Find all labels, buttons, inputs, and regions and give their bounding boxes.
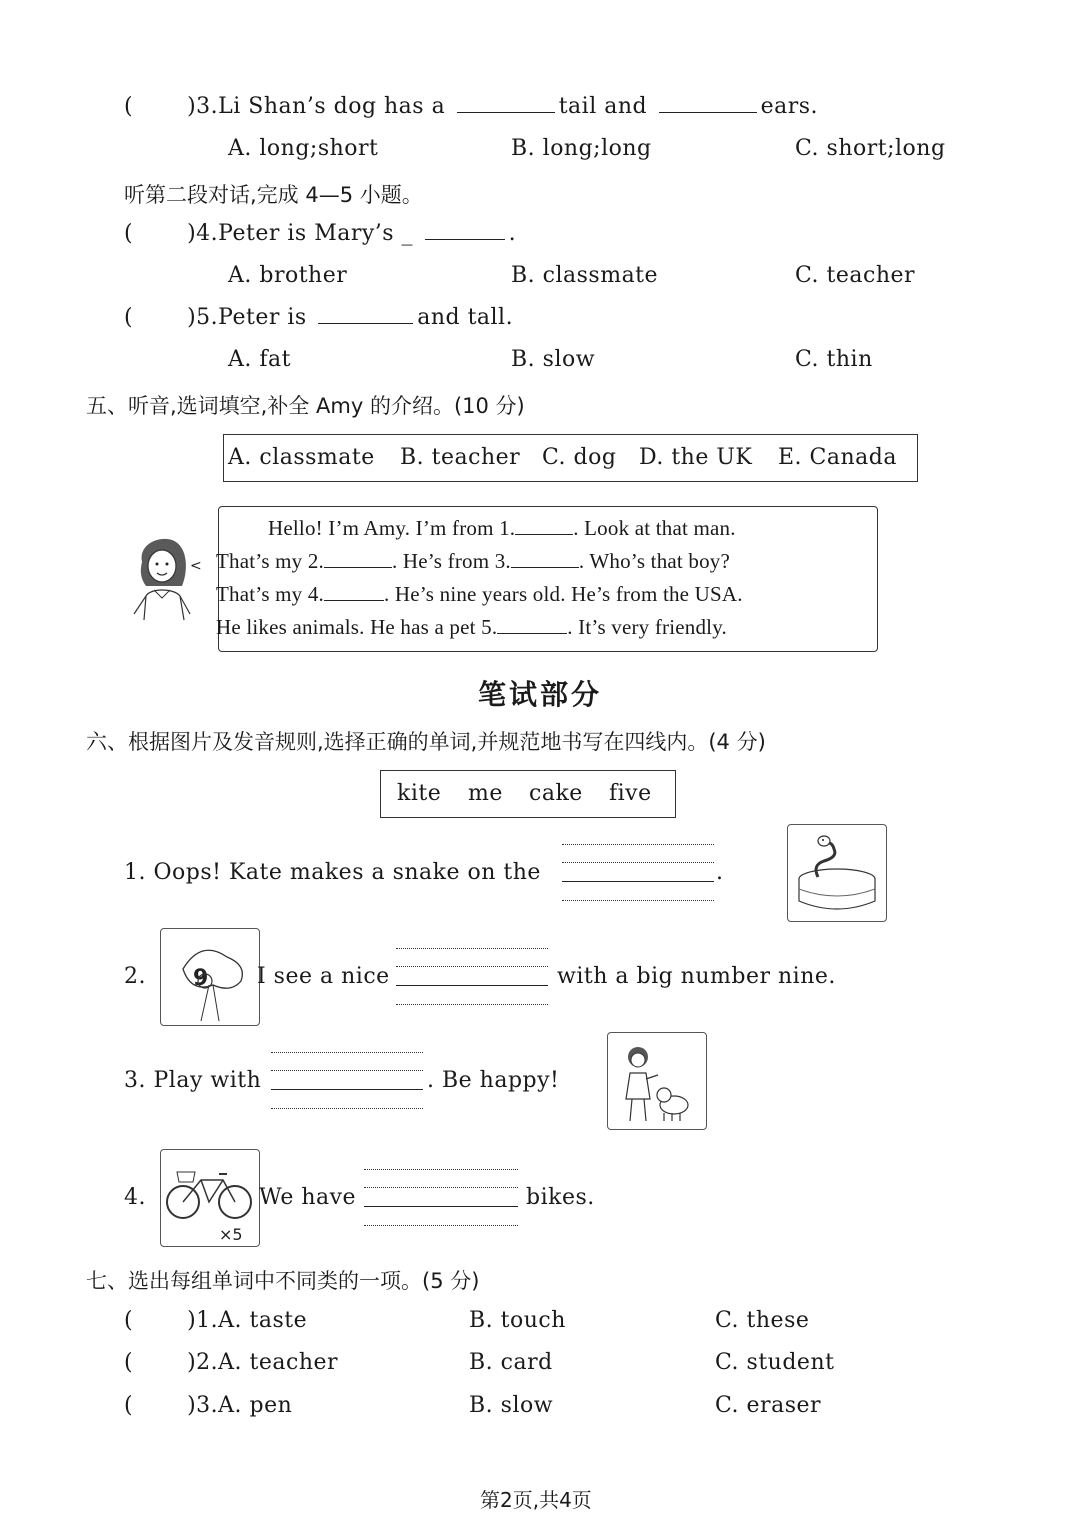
girl-with-dog-picture	[607, 1032, 707, 1130]
q5-line	[124, 305, 513, 330]
intro-text: . Look at that man.	[573, 516, 736, 540]
option-a[interactable]: A. fat	[228, 347, 291, 372]
question-number: )4.	[187, 221, 219, 246]
intro-text: . He’s nine years old. He’s from the USA.	[383, 582, 743, 606]
word-option: B. teacher	[400, 445, 521, 470]
intro-text: That’s my 4.	[216, 582, 324, 606]
q4-line	[124, 221, 516, 246]
option-a[interactable]: A. pen	[218, 1393, 293, 1418]
option-a[interactable]: A. brother	[228, 263, 348, 288]
q6-3-text: 3. Play with	[124, 1068, 262, 1093]
q6-4-text: We have	[259, 1185, 357, 1210]
intro-text: . It’s very friendly.	[567, 615, 727, 639]
question-text: ears.	[760, 94, 819, 119]
q3-line	[124, 94, 818, 119]
q6-3-end: . Be happy!	[427, 1068, 560, 1093]
kite-picture	[160, 928, 260, 1026]
intro-text: . He’s from 3.	[391, 549, 511, 573]
question-text: tail and	[558, 94, 648, 119]
quantity-label: ×5	[219, 1225, 243, 1244]
p7-row-2	[124, 1350, 338, 1375]
q6-2-text: I see a nice	[257, 964, 390, 989]
intro-text: Hello! I’m Amy. I’m from 1.	[268, 516, 516, 540]
question-number: )3.	[187, 1393, 219, 1418]
option-a[interactable]: A. long;short	[228, 136, 379, 161]
four-line-writing-area[interactable]	[364, 1169, 518, 1225]
intro-text: . Who’s that boy?	[578, 549, 731, 573]
written-section-title: 笔试部分	[478, 678, 603, 711]
option-a[interactable]: A. taste	[218, 1308, 308, 1333]
word-option: me	[468, 781, 503, 806]
word-option: D. the UK	[639, 445, 753, 470]
word-option: cake	[529, 781, 583, 806]
intro-line-2	[216, 549, 730, 574]
option-c[interactable]: C. these	[715, 1308, 810, 1333]
q6-2-end: with a big number nine.	[557, 964, 836, 989]
girl-amy-illustration	[124, 532, 204, 624]
question-number: )1.	[187, 1308, 219, 1333]
word-bank	[223, 434, 918, 482]
question-text: Peter is	[218, 305, 307, 330]
answer-blank-1[interactable]	[515, 533, 573, 535]
answer-paren[interactable]: (	[124, 221, 134, 246]
answer-paren[interactable]: (	[124, 305, 134, 330]
question-number: 2.	[124, 964, 146, 989]
option-b[interactable]: B. slow	[469, 1393, 554, 1418]
answer-blank-4[interactable]	[324, 599, 384, 601]
option-a[interactable]: A. teacher	[218, 1350, 339, 1375]
option-c[interactable]: C. short;long	[795, 136, 946, 161]
intro-line-4	[216, 615, 727, 640]
answer-blank[interactable]	[318, 322, 413, 324]
four-line-writing-area[interactable]	[562, 844, 714, 902]
word-option: E. Canada	[778, 445, 897, 470]
option-b[interactable]: B. classmate	[511, 263, 659, 288]
option-c[interactable]: C. student	[715, 1350, 835, 1375]
answer-paren[interactable]: (	[124, 1393, 134, 1418]
answer-blank-2[interactable]	[324, 566, 392, 568]
p7-row-3	[124, 1393, 292, 1418]
page-number: 第2页,共4页	[480, 1488, 592, 1512]
p7-row-1	[124, 1308, 307, 1333]
option-b[interactable]: B. card	[469, 1350, 553, 1375]
answer-blank[interactable]	[457, 111, 555, 113]
answer-blank[interactable]	[425, 238, 505, 240]
q6-4-end: bikes.	[526, 1185, 595, 1210]
answer-blank-5[interactable]	[497, 632, 567, 634]
question-number: 4.	[124, 1185, 146, 1210]
bicycle-picture	[160, 1149, 260, 1247]
answer-paren[interactable]: (	[124, 1350, 134, 1375]
answer-paren[interactable]: (	[124, 1308, 134, 1333]
option-c[interactable]: C. teacher	[795, 263, 916, 288]
section-heading: 七、选出每组单词中不同类的一项。(5 分)	[86, 1269, 480, 1293]
q6-1-text: 1. Oops! Kate makes a snake on the	[124, 860, 541, 885]
answer-blank[interactable]	[659, 111, 757, 113]
option-c[interactable]: C. thin	[795, 347, 873, 372]
question-text: Peter is Mary’s _	[218, 221, 414, 246]
word-option: A. classmate	[228, 445, 375, 470]
answer-paren[interactable]: (	[124, 94, 134, 119]
intro-text: That’s my 2.	[216, 549, 324, 573]
question-number: )3.	[187, 94, 219, 119]
answer-blank-3[interactable]	[511, 566, 579, 568]
question-text: .	[508, 221, 517, 246]
question-text: Li Shan’s dog has a	[218, 94, 446, 119]
word-option: five	[609, 781, 652, 806]
question-text: and tall.	[417, 305, 514, 330]
question-number: )5.	[187, 305, 219, 330]
instruction: 听第二段对话,完成 4—5 小题。	[124, 183, 423, 207]
option-b[interactable]: B. touch	[469, 1308, 566, 1333]
word-option: C. dog	[542, 445, 617, 470]
option-b[interactable]: B. slow	[511, 347, 596, 372]
intro-line-1	[268, 516, 736, 541]
word-option: kite	[397, 781, 442, 806]
section-heading: 六、根据图片及发音规则,选择正确的单词,并规范地书写在四线内。(4 分)	[86, 730, 766, 754]
four-line-writing-area[interactable]	[271, 1052, 423, 1108]
word-bank	[380, 770, 676, 818]
option-b[interactable]: B. long;long	[511, 136, 652, 161]
option-c[interactable]: C. eraser	[715, 1393, 822, 1418]
section-heading: 五、听音,选词填空,补全 Amy 的介绍。(10 分)	[86, 394, 525, 418]
four-line-writing-area[interactable]	[396, 948, 548, 1004]
intro-line-3	[216, 582, 743, 607]
snake-cake-picture	[787, 824, 887, 922]
speech-arrow: <	[190, 558, 202, 574]
q6-1-end: .	[716, 860, 724, 885]
question-number: )2.	[187, 1350, 219, 1375]
kite-number-label: 9	[193, 966, 209, 991]
intro-text: He likes animals. He has a pet 5.	[216, 615, 498, 639]
